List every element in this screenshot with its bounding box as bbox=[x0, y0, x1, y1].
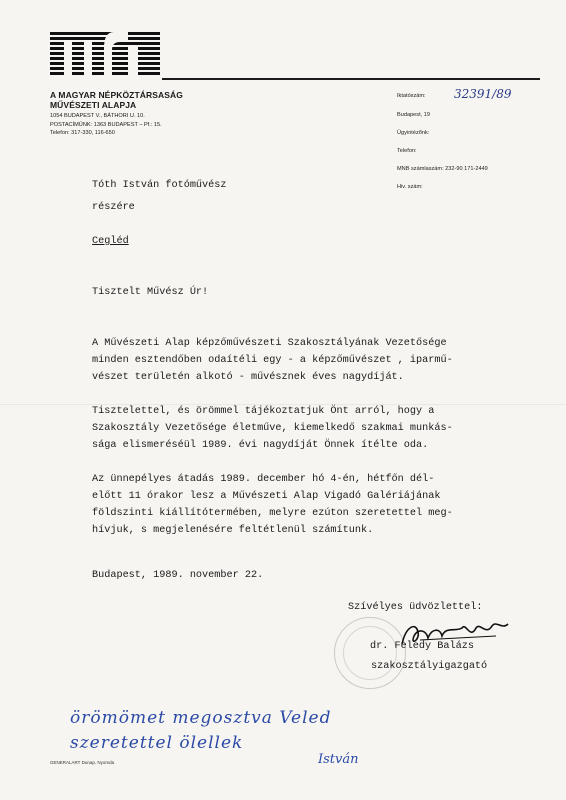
org-address-line1: 1054 BUDAPEST V., BÁTHORI U. 10. bbox=[50, 113, 145, 119]
printer-mark: GENERALART Dunap. Nyomda bbox=[50, 760, 115, 765]
telefon-label: Telefon: bbox=[397, 148, 417, 154]
signer-title: szakosztályigazgató bbox=[371, 661, 488, 672]
closing: Szívélyes üdvözlettel: bbox=[348, 602, 483, 613]
para1-line2: minden esztendőben odaítéli egy - a képzőművészet , iparmű- bbox=[92, 355, 453, 366]
org-phone: Telefon: 317-330, 116-650 bbox=[50, 130, 115, 137]
org-name-line2: MŰVÉSZETI ALAPJA bbox=[50, 100, 137, 110]
para2-line3: sága elismeréséül 1989. évi nagydíját Önnek ítélte oda. bbox=[92, 440, 429, 451]
recipient-city: Cegléd bbox=[92, 236, 129, 247]
city-line: Budapest, 19 bbox=[397, 112, 430, 118]
para1-line3: vészet területén alkotó - művésznek éves nagydíját. bbox=[92, 372, 404, 383]
handwritten-line1: örömömet megosztva Veled bbox=[70, 708, 332, 728]
org-address-line2: POSTACÍMÜNK: 1363 BUDAPEST – Pf.: 15. bbox=[50, 121, 162, 128]
recipient-line2: részére bbox=[92, 202, 135, 213]
para3-line1: Az ünnepélyes átadás 1989. december hó 4-én, hétfőn dél- bbox=[92, 474, 435, 485]
hiv-szam-label: Hiv. szám: bbox=[397, 184, 423, 190]
org-name-line1: A MAGYAR NÉPKÖZTÁRSASÁG bbox=[50, 90, 183, 100]
ugyintezonk-label: Ügyintézőnk: bbox=[397, 130, 430, 136]
para1-line1: A Művészeti Alap képzőművészeti Szakosztályának Vezetősége bbox=[92, 338, 447, 349]
salutation: Tisztelt Művész Úr! bbox=[92, 287, 209, 298]
header-rule bbox=[162, 78, 540, 80]
recipient-line1: Tóth István fotóművész bbox=[92, 180, 227, 191]
handwritten-line2: szeretettel ölellek bbox=[70, 733, 244, 753]
iktatoszam-value: 32391/89 bbox=[454, 87, 512, 101]
para2-line2: Szakosztály Vezetősége életműve, kiemelkedő szakmai munkás- bbox=[92, 423, 453, 434]
organization-block bbox=[50, 90, 270, 138]
paper-fold bbox=[0, 404, 566, 405]
para3-line2: előtt 11 órakor lesz a Művészeti Alap Vigadó Galériájának bbox=[92, 491, 441, 502]
para2-line1: Tisztelettel, és örömmel tájékoztatjuk Önt arról, hogy a bbox=[92, 406, 435, 417]
handwritten-signature: István bbox=[318, 752, 359, 767]
date-line: Budapest, 1989. november 22. bbox=[92, 570, 264, 581]
mnb-account: MNB számlaszám: 232-90 171-2449 bbox=[397, 166, 488, 172]
para3-line3: földszinti kiállítótermében, melyre ezúton szeretettel meg- bbox=[92, 508, 453, 519]
muveszeti-alap-logo bbox=[50, 32, 160, 78]
para3-line4: hívjuk, s megjelenésére feltétlenül számítunk. bbox=[92, 525, 374, 536]
signer-name: dr. Feledy Balázs bbox=[370, 641, 474, 652]
iktatoszam-label: Iktatószám: bbox=[397, 93, 426, 99]
